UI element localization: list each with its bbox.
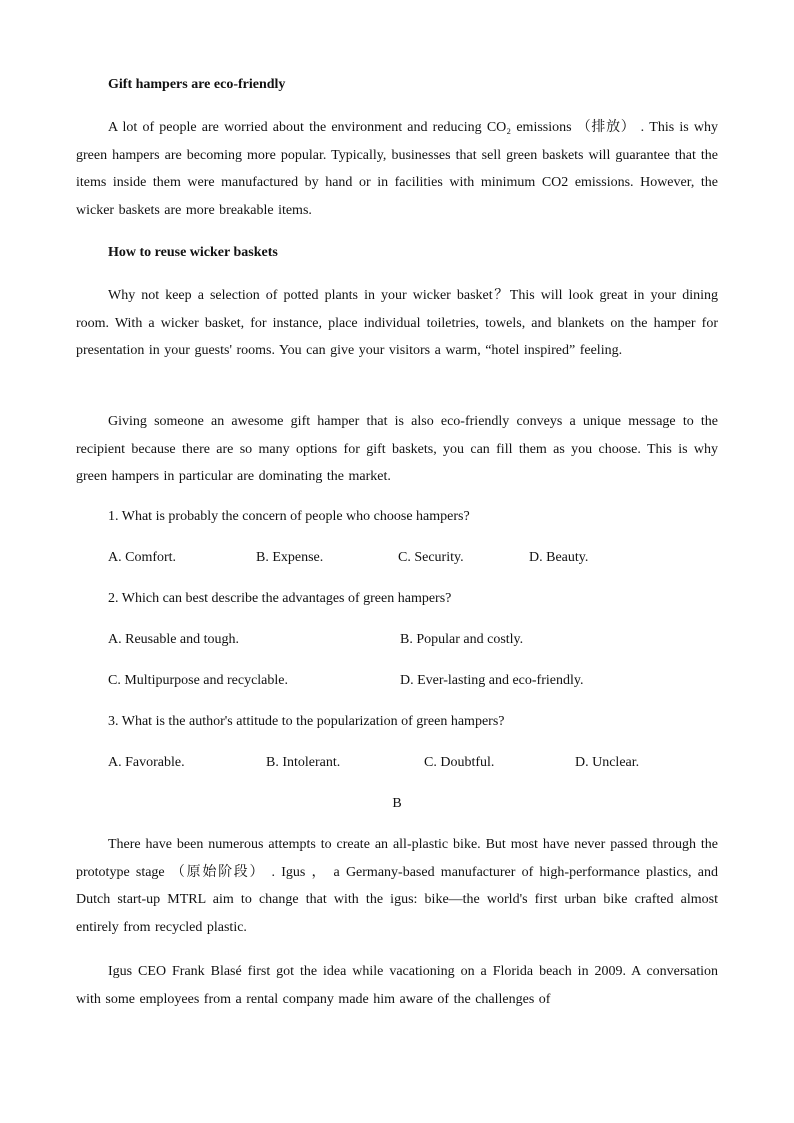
section-heading-gift-hampers: Gift hampers are eco-friendly	[108, 77, 286, 92]
paragraph-igus-ceo: Igus CEO Frank Blasé first got the idea while vacationing on a Florida beach in 2009. A conversation with some employees from a rental company made him aware of the challenges of	[76, 964, 718, 1007]
question-1-option-a: A. Comfort.	[108, 550, 177, 565]
question-2-option-b: B. Popular and costly.	[400, 632, 524, 647]
paragraph-reuse: Why not keep a selection of potted plants in your wicker basket？This will look great in your dining room. With a wicker basket, for instance, place individual toiletries, towels, and blankets on the hamper for presentation in your guests' rooms. You can give your visitors a warm, “hotel inspired” feeling.	[76, 288, 718, 358]
question-3-option-d: D. Unclear.	[575, 755, 640, 770]
question-2-stem: 2. Which can best describe the advantages of green hampers?	[108, 591, 452, 606]
question-3-option-c: C. Doubtful.	[424, 755, 495, 770]
section-heading-reuse: How to reuse wicker baskets	[108, 245, 278, 260]
question-1-stem: 1. What is probably the concern of people who choose hampers?	[108, 509, 470, 524]
section-label-b: B	[392, 796, 402, 811]
paragraph-eco-friendly: A lot of people are worried about the environment and reducing CO₂ emissions （排放） . This is why green hampers are becoming more popular. Typically, businesses that sell green baskets will guarantee that the items inside them were manufactured by hand or in facilities with minimum CO2 emissions. However, the wicker baskets are more breakable items.	[76, 120, 718, 218]
paragraph-all-plastic-bike: There have been numerous attempts to create an all-plastic bike. But most have never passed through the prototype stage （原始阶段） . Igus ， a Germany-based manufacturer of high-performance plastics, and Dutch start-up MTRL aim to change that with the igus: bike—the world's first urban bike crafted almost entirely from recycled plastic.	[76, 837, 718, 935]
question-1-option-c: C. Security.	[398, 550, 464, 565]
question-1-option-d: D. Beauty.	[529, 550, 589, 565]
question-2-option-c: C. Multipurpose and recyclable.	[108, 673, 289, 688]
question-1-option-b: B. Expense.	[256, 550, 324, 565]
question-2-option-d: D. Ever-lasting and eco-friendly.	[400, 673, 584, 688]
question-3-option-b: B. Intolerant.	[266, 755, 341, 770]
question-3-option-a: A. Favorable.	[108, 755, 185, 770]
question-2-option-a: A. Reusable and tough.	[108, 632, 240, 647]
question-3-stem: 3. What is the author's attitude to the popularization of green hampers?	[108, 714, 505, 729]
paragraph-giving: Giving someone an awesome gift hamper that is also eco-friendly conveys a unique message to the recipient because there are so many options for gift baskets, you can fill them as you choose. This is why green hampers in particular are dominating the market.	[76, 414, 718, 484]
